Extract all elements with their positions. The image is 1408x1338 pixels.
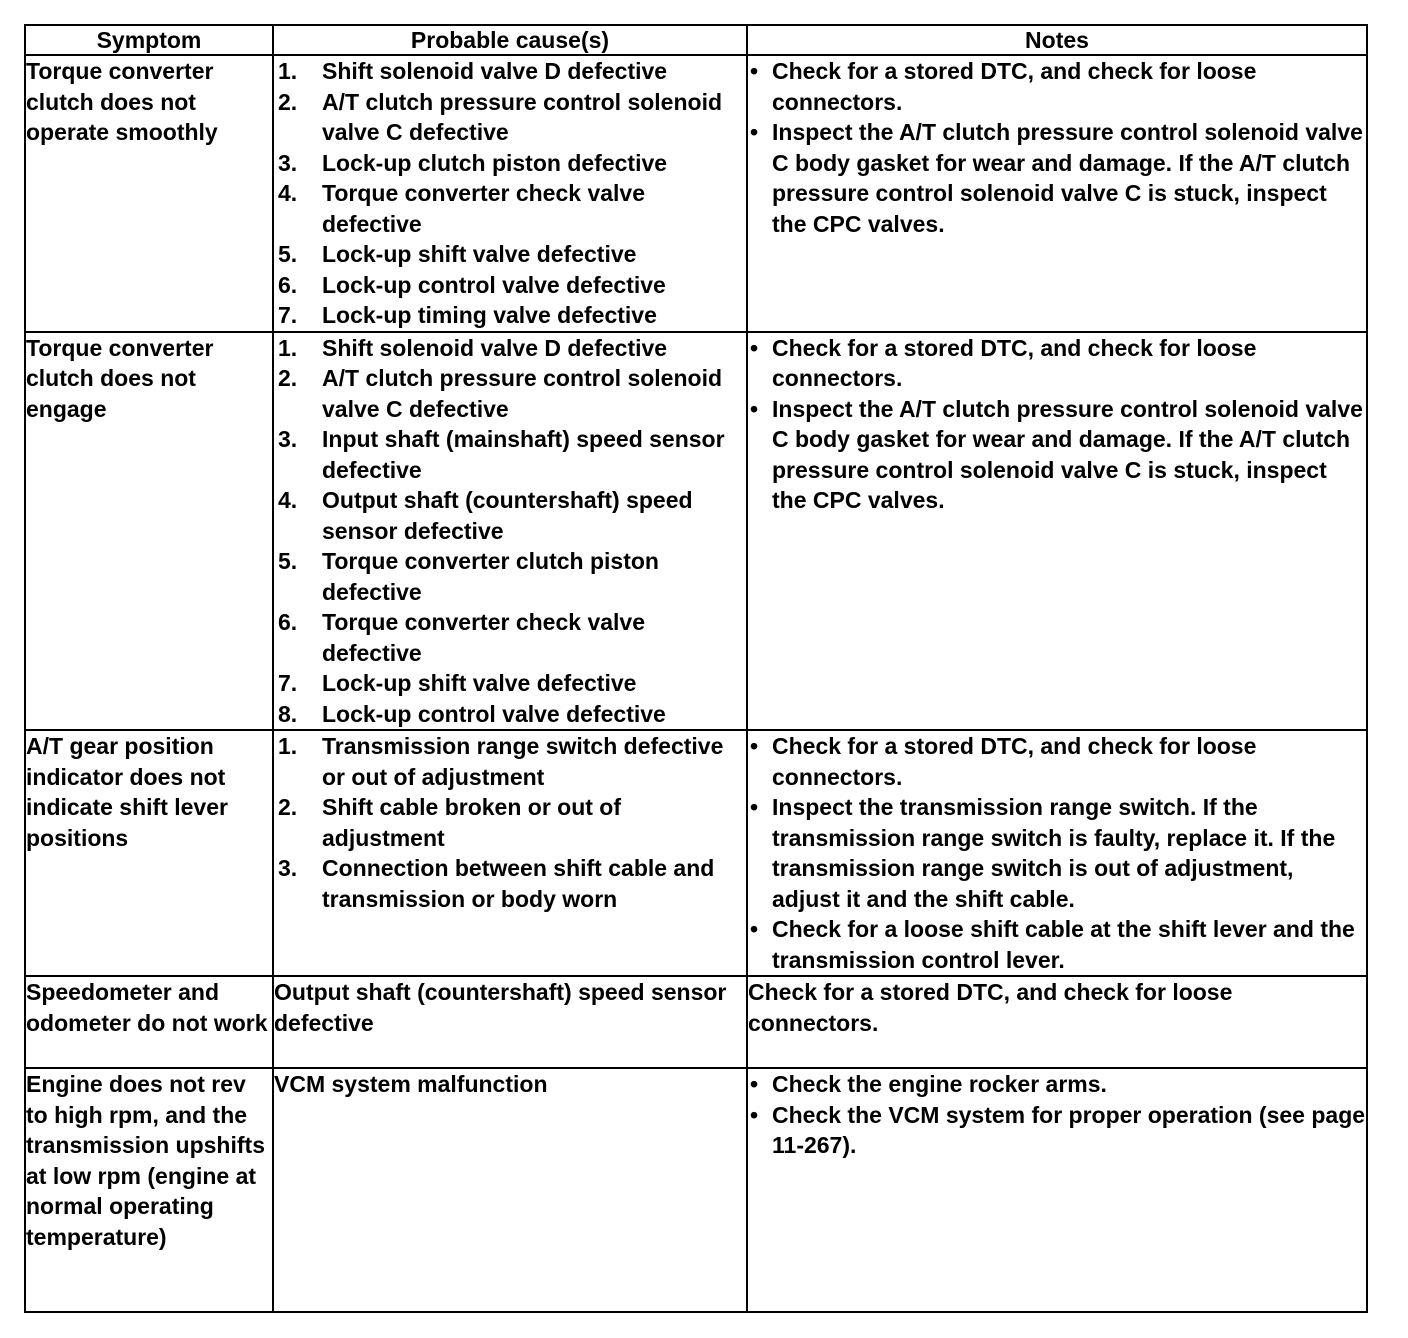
- notes-list: [748, 731, 1366, 975]
- list-item: 3. Input shaft (mainshaft) speed sensor defective: [278, 426, 725, 483]
- bullet-icon: •: [750, 334, 759, 361]
- symptom-cell: [25, 55, 273, 332]
- list-item: • Inspect the transmission range switch. If the transmission range switch is faulty, replace it. If the transmission range switch is out of adjustment, adjust it and the shift cable.: [750, 794, 1336, 912]
- list-item: • Check for a stored DTC, and check for loose connectors.: [750, 733, 1257, 790]
- symptom-text: Torque converter clutch does not engage: [26, 334, 214, 422]
- symptom-cell: [25, 730, 273, 976]
- list-item: 3. Lock-up clutch piston defective: [278, 149, 668, 176]
- table-row: [25, 55, 1367, 332]
- list-item: 2. Shift cable broken or out of adjustment: [278, 794, 622, 851]
- header-notes: Notes: [747, 25, 1367, 55]
- table-row: [25, 1068, 1367, 1312]
- list-item: 6. Lock-up control valve defective: [278, 271, 666, 298]
- bullet-icon: •: [750, 395, 759, 422]
- table-row: [25, 730, 1367, 976]
- notes-cell: [747, 332, 1367, 731]
- notes-cell: [747, 730, 1367, 976]
- list-item: 4. Torque converter check valve defective: [278, 180, 645, 237]
- list-item: • Check for a loose shift cable at the shift lever and the transmission control lever.: [750, 916, 1355, 973]
- cause-cell: [273, 1068, 747, 1312]
- list-item: 2. A/T clutch pressure control solenoid valve C defective: [278, 365, 723, 422]
- header-row: [25, 25, 1367, 55]
- list-item: 3. Connection between shift cable and transmission or body worn: [278, 855, 715, 912]
- list-item: • Check for a stored DTC, and check for loose connectors.: [750, 58, 1257, 115]
- symptom-text: Speedometer and odometer do not work: [26, 979, 268, 1036]
- cause-cell: [273, 55, 747, 332]
- list-item: • Check for a stored DTC, and check for loose connectors.: [750, 334, 1257, 391]
- table-row: [25, 976, 1367, 1068]
- list-item: 4. Output shaft (countershaft) speed sensor defective: [278, 487, 693, 544]
- cause-text: VCM system malfunction: [274, 1071, 548, 1097]
- symptom-text: A/T gear position indicator does not indicate shift lever positions: [26, 733, 228, 851]
- cause-cell: [273, 332, 747, 731]
- bullet-icon: •: [750, 916, 759, 942]
- list-item: 1. Shift solenoid valve D defective: [278, 334, 668, 361]
- list-item: 1. Transmission range switch defective or out of adjustment: [278, 733, 724, 790]
- bullet-icon: •: [750, 794, 759, 820]
- list-item: • Check the VCM system for proper operation (see page 11-267).: [750, 1101, 1366, 1158]
- symptom-text: Engine does not rev to high rpm, and the transmission upshifts at low rpm (engine at normal operating temperature): [26, 1071, 265, 1250]
- notes-list: [748, 56, 1366, 239]
- list-item: • Inspect the A/T clutch pressure control solenoid valve C body gasket for wear and damage. If the A/T clutch pressure control solenoid valve C is stuck, inspect the CPC valves.: [750, 395, 1363, 513]
- table-row: [25, 332, 1367, 731]
- list-item: 7. Lock-up shift valve defective: [278, 670, 637, 696]
- header-probable-cause: Probable cause(s): [273, 25, 747, 55]
- list-item: • Check the engine rocker arms.: [748, 1069, 1366, 1100]
- list-item: 6. Torque converter check valve defective: [278, 609, 645, 666]
- bullet-icon: •: [750, 1071, 759, 1097]
- list-item: 2. A/T clutch pressure control solenoid valve C defective: [278, 88, 723, 145]
- list-item: • Inspect the A/T clutch pressure control solenoid valve C body gasket for wear and damage. If the A/T clutch pressure control solenoid valve C is stuck, inspect the CPC valves.: [750, 119, 1363, 237]
- bullet-icon: •: [750, 119, 759, 145]
- list-item: 1. Shift solenoid valve D defective: [278, 58, 668, 84]
- cause-text: Output shaft (countershaft) speed sensor defective: [274, 979, 727, 1036]
- cause-cell: [273, 976, 747, 1068]
- notes-cell: [747, 976, 1367, 1068]
- list-item: 5. Lock-up shift valve defective: [278, 241, 637, 267]
- notes-list: [748, 333, 1366, 516]
- list-item: 5. Torque converter clutch piston defective: [278, 548, 659, 605]
- note-text: Check for a stored DTC, and check for loose connectors.: [748, 979, 1233, 1036]
- list-item: 7. Lock-up timing valve defective: [278, 302, 657, 328]
- notes-cell: [747, 1068, 1367, 1312]
- header-symptom: Symptom: [25, 25, 273, 55]
- symptom-cell: [25, 976, 273, 1068]
- cause-list: [274, 56, 746, 331]
- cause-list: [274, 731, 746, 914]
- notes-cell: [747, 55, 1367, 332]
- bullet-icon: •: [750, 1101, 759, 1128]
- troubleshooting-table: [24, 24, 1368, 1313]
- bullet-icon: •: [750, 58, 759, 84]
- notes-list: [748, 1069, 1366, 1161]
- bullet-icon: •: [750, 733, 759, 759]
- cause-list: [274, 333, 746, 730]
- symptom-cell: [25, 332, 273, 731]
- cause-cell: [273, 730, 747, 976]
- list-item: 8. Lock-up control valve defective: [278, 700, 666, 727]
- symptom-cell: [25, 1068, 273, 1312]
- symptom-text: Torque converter clutch does not operate smoothly: [26, 58, 218, 145]
